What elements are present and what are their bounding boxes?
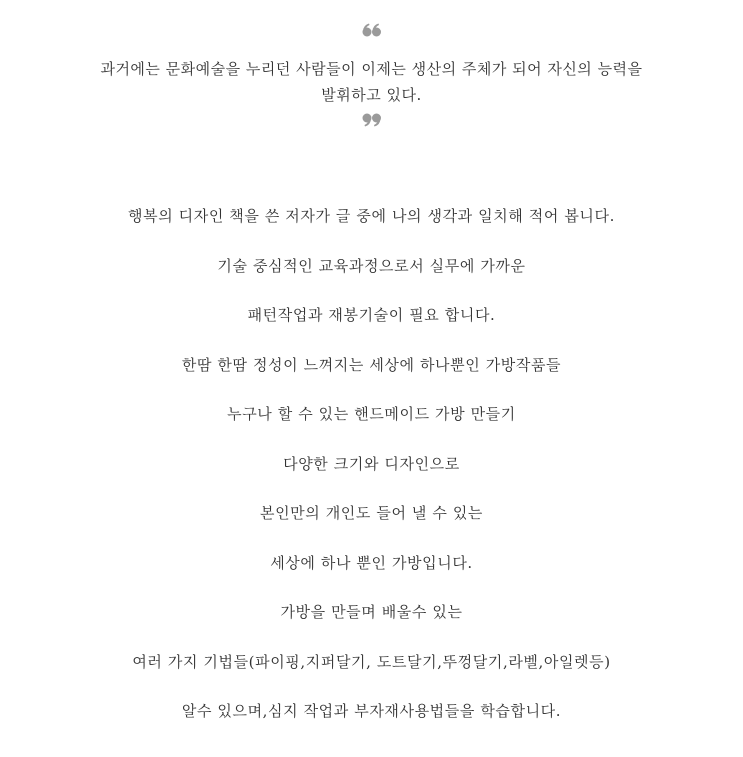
close-quote-icon: [362, 112, 382, 128]
quote-text: 과거에는 문화예술을 누리던 사람들이 이제는 생산의 주체가 되어 자신의 능력을 발휘하고 있다.: [100, 60, 643, 104]
body-line: 세상에 하나 뿐인 가방입니다.: [270, 553, 473, 572]
body-line: 가방을 만들며 배울수 있는: [280, 603, 463, 621]
body-line: 알수 있으며,심지 작업과 부자재사용법들을 학습합니다.: [181, 702, 562, 720]
body-line: 한땀 한땀 정성이 느껴지는 세상에 하나뿐인 가방작품들: [181, 355, 562, 374]
body-line: 기술 중심적인 교육과정으로서 실무에 가까운: [217, 256, 526, 275]
body-text: [0, 205, 743, 750]
body-line: 패턴작업과 재봉기술이 필요 합니다.: [247, 306, 496, 324]
quote-block: [0, 22, 743, 128]
open-quote-icon: [362, 22, 382, 38]
body-line: 여러 가지 기법들(파이핑,지퍼달기, 도트달기,뚜껑달기,라벨,아일렛등): [132, 652, 611, 671]
body-line: 누구나 할 수 있는 핸드메이드 가방 만들기: [227, 405, 516, 423]
body-line: 행복의 디자인 책을 쓴 저자가 글 중에 나의 생각과 일치해 적어 봅니다.: [128, 207, 615, 225]
body-line: 다양한 크기와 디자인으로: [283, 454, 460, 473]
body-line: 본인만의 개인도 들어 낼 수 있는: [259, 504, 483, 522]
